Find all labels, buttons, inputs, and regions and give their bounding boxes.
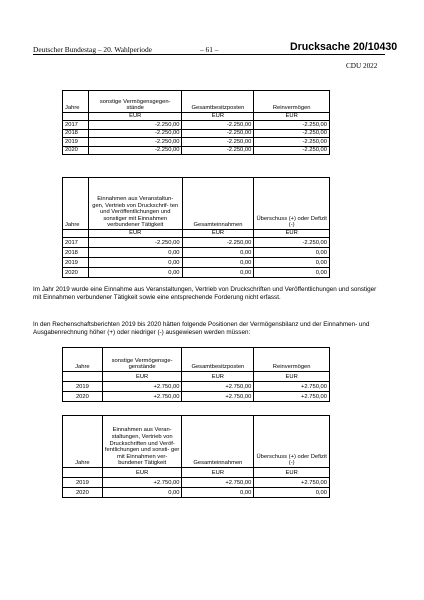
value-cell: 0,00	[182, 248, 254, 258]
unit-cell: EUR	[182, 468, 254, 478]
col-header-event-income: Einnahmen aus Veranstaltun- gen, Vertrieb von Druckschrif- ten und Veröffentlichungen und sonstiger mit Einnahmen verbundener Tätigkeit	[88, 178, 182, 230]
income-correction-table	[62, 415, 330, 498]
year-cell: 2020	[63, 146, 89, 155]
col-header-jahre: Jahre	[63, 91, 89, 113]
value-cell: -2.250,00	[182, 129, 254, 138]
assets-table-2017-2020	[62, 90, 330, 155]
value-cell: -2.250,00	[88, 238, 182, 248]
unit-cell: EUR	[102, 372, 182, 382]
year-cell: 2019	[63, 258, 89, 268]
year-cell: 2017	[63, 238, 89, 248]
year-cell: 2020	[63, 488, 103, 498]
col-header-surplus-deficit: Überschuss (+) oder Defizit (-)	[254, 416, 330, 468]
value-cell: 0,00	[88, 258, 182, 268]
col-header-total-assets: Gesamtbesitzposten	[182, 348, 254, 372]
value-cell: -2.250,00	[88, 138, 182, 147]
col-header-jahre: Jahre	[63, 348, 103, 372]
col-header-surplus-deficit: Überschuss (+) oder Defizit (-)	[254, 178, 330, 230]
unit-cell: EUR	[182, 113, 254, 121]
year-cell: 2020	[63, 268, 89, 278]
value-cell: -2.250,00	[254, 121, 330, 130]
table-row	[63, 129, 330, 138]
unit-cell-empty	[63, 372, 103, 382]
unit-cell: EUR	[102, 468, 182, 478]
value-cell: 0,00	[254, 258, 330, 268]
page-number: – 61 –	[200, 45, 219, 54]
value-cell: +2.750,00	[102, 392, 182, 402]
value-cell: -2.250,00	[182, 121, 254, 130]
table-row	[63, 382, 330, 392]
col-header-assets: sonstige Vermögensgegen- stände	[88, 91, 182, 113]
document-number: Drucksache 20/10430	[290, 41, 398, 53]
value-cell: 0,00	[254, 268, 330, 278]
income-table-2017-2020	[62, 177, 330, 278]
value-cell: 0,00	[182, 488, 254, 498]
value-cell: -2.250,00	[88, 146, 182, 155]
unit-cell: EUR	[182, 372, 254, 382]
value-cell: 0,00	[88, 248, 182, 258]
value-cell: 0,00	[102, 488, 182, 498]
table-row	[63, 258, 330, 268]
col-header-jahre: Jahre	[63, 178, 89, 230]
col-header-net-assets: Reinvermögen	[254, 348, 330, 372]
value-cell: -2.250,00	[182, 138, 254, 147]
table-row	[63, 478, 330, 488]
table-row	[63, 238, 330, 248]
col-header-assets: sonstige Vermögensge- genstände	[102, 348, 182, 372]
year-cell: 2017	[63, 121, 89, 130]
value-cell: 0,00	[254, 248, 330, 258]
value-cell: +2.750,00	[102, 382, 182, 392]
value-cell: +2.750,00	[254, 382, 330, 392]
unit-cell-empty	[63, 230, 89, 238]
table-row	[63, 268, 330, 278]
col-header-jahre: Jahre	[63, 416, 103, 468]
year-cell: 2020	[63, 392, 103, 402]
unit-cell-empty	[63, 468, 103, 478]
value-cell: +2.750,00	[254, 478, 330, 488]
unit-cell: EUR	[254, 113, 330, 121]
value-cell: -2.250,00	[254, 238, 330, 248]
col-header-net-assets: Reinvermögen	[254, 91, 330, 113]
value-cell: +2.750,00	[102, 478, 182, 488]
table-row	[63, 392, 330, 402]
table-row	[63, 146, 330, 155]
unit-cell: EUR	[182, 230, 254, 238]
value-cell: +2.750,00	[182, 392, 254, 402]
value-cell: -2.250,00	[182, 146, 254, 155]
value-cell: -2.250,00	[182, 238, 254, 248]
col-header-total-assets: Gesamtbesitzposten	[182, 91, 254, 113]
year-cell: 2018	[63, 248, 89, 258]
value-cell: +2.750,00	[254, 392, 330, 402]
table-row	[63, 138, 330, 147]
value-cell: 0,00	[182, 258, 254, 268]
col-header-total-income: Gesamteinnahmen	[182, 178, 254, 230]
col-header-total-income: Gesamteinnahmen	[182, 416, 254, 468]
value-cell: -2.250,00	[254, 146, 330, 155]
section-label: CDU 2022	[346, 62, 378, 70]
value-cell: -2.250,00	[254, 129, 330, 138]
unit-cell: EUR	[254, 372, 330, 382]
col-header-event-income: Einnahmen aus Veran- staltungen, Vertrieb von Druckschriften und Veröf- fentlichungen und sonsti- ger mit Einnahmen ver- bundener Tätigkeit	[102, 416, 182, 468]
year-cell: 2019	[63, 382, 103, 392]
unit-cell: EUR	[88, 230, 182, 238]
unit-cell: EUR	[88, 113, 182, 121]
year-cell: 2019	[63, 478, 103, 488]
running-header: Deutscher Bundestag – 20. Wahlperiode	[33, 45, 152, 54]
paragraph-finding: Im Jahr 2019 wurde eine Einnahme aus Veranstaltungen, Vertrieb von Druckschriften und Veröffentlichungen und sonstiger mit Einnahmen verbundener Tätigkeit sowie eine entsprechende Forderung nicht erfasst.	[33, 286, 377, 302]
year-cell: 2019	[63, 138, 89, 147]
value-cell: 0,00	[254, 488, 330, 498]
paragraph-correction-intro: In den Rechenschaftsberichten 2019 bis 2020 hätten folgende Positionen der Vermögensbilanz und der Einnahmen- und Ausgabenrechnung höher (+) oder niedriger (-) ausgewiesen werden müssen:	[33, 321, 370, 337]
unit-cell: EUR	[254, 230, 330, 238]
table-row	[63, 121, 330, 130]
table-row	[63, 248, 330, 258]
value-cell: 0,00	[88, 268, 182, 278]
value-cell: -2.250,00	[88, 121, 182, 130]
table-row	[63, 488, 330, 498]
value-cell: 0,00	[182, 268, 254, 278]
value-cell: +2.750,00	[182, 478, 254, 488]
unit-cell-empty	[63, 113, 89, 121]
unit-cell: EUR	[254, 468, 330, 478]
assets-correction-table	[62, 347, 330, 402]
value-cell: -2.250,00	[254, 138, 330, 147]
header-rule	[33, 54, 385, 55]
value-cell: +2.750,00	[182, 382, 254, 392]
value-cell: -2.250,00	[88, 129, 182, 138]
year-cell: 2018	[63, 129, 89, 138]
